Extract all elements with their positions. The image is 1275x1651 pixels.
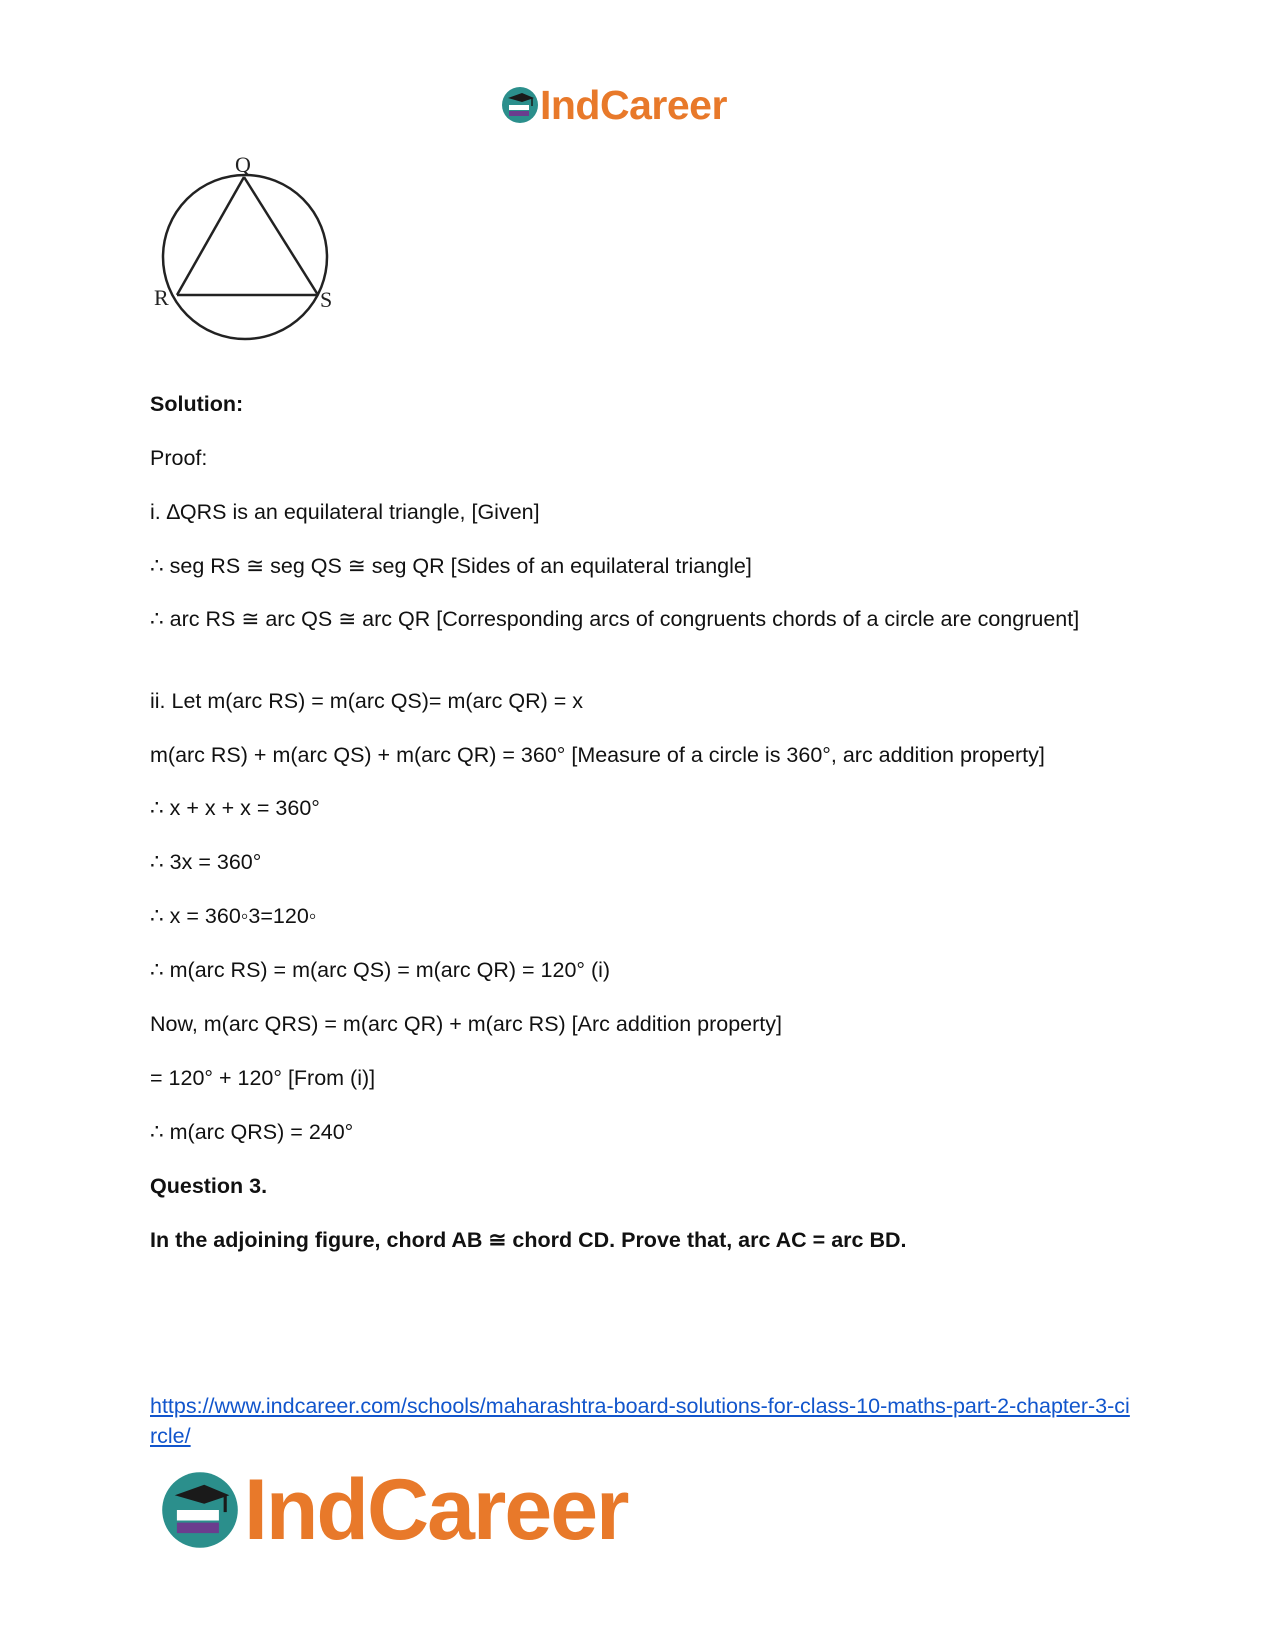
header-logo bbox=[500, 80, 770, 130]
footer-logo bbox=[158, 1462, 698, 1558]
proof-line: ∴ seg RS ≅ seg QS ≅ seg QR [Sides of an equilateral triangle] bbox=[150, 554, 752, 578]
vertex-label-r: R bbox=[154, 285, 169, 310]
proof-line: ∴ x = 360◦3=120◦ bbox=[150, 904, 317, 928]
proof-line: ∴ arc RS ≅ arc QS ≅ arc QR [Corresponding arcs of congruents chords of a circle are congruent] bbox=[150, 607, 1080, 631]
graduation-cap-emblem-icon bbox=[158, 1468, 242, 1552]
proof-line: i. ∆QRS is an equilateral triangle, [Given] bbox=[150, 500, 540, 524]
proof-line: ∴ 3x = 360° bbox=[150, 850, 262, 874]
question-heading: Question 3. bbox=[150, 1174, 268, 1198]
proof-line: ii. Let m(arc RS) = m(arc QS)= m(arc QR) = x bbox=[150, 689, 584, 713]
solution-heading: Solution: bbox=[150, 392, 244, 416]
logo-text: IndCareer bbox=[540, 81, 727, 128]
vertex-label-q: Q bbox=[235, 152, 251, 177]
proof-line: ∴ m(arc QRS) = 240° bbox=[150, 1120, 354, 1144]
proof-line: m(arc RS) + m(arc QS) + m(arc QR) = 360° [Measure of a circle is 360°, arc addition property] bbox=[150, 743, 1045, 767]
proof-line: Now, m(arc QRS) = m(arc QR) + m(arc RS) [Arc addition property] bbox=[150, 1012, 782, 1036]
proof-label: Proof: bbox=[150, 446, 208, 470]
proof-line: ∴ m(arc RS) = m(arc QS) = m(arc QR) = 120° (i) bbox=[150, 958, 611, 982]
proof-line: = 120° + 120° [From (i)] bbox=[150, 1066, 376, 1090]
source-link[interactable]: https://www.indcareer.com/schools/maharashtra-board-solutions-for-class-10-maths-part-2-chapter-3-circle/ bbox=[150, 1394, 1130, 1448]
proof-line: ∴ x + x + x = 360° bbox=[150, 796, 320, 820]
question-text: In the adjoining figure, chord AB ≅ chord CD. Prove that, arc AC = arc BD. bbox=[150, 1228, 907, 1252]
logo-text: IndCareer bbox=[244, 1462, 628, 1558]
vertex-label-s: S bbox=[320, 287, 333, 312]
graduation-cap-emblem-icon bbox=[500, 85, 540, 125]
circle-triangle-figure bbox=[150, 150, 360, 360]
